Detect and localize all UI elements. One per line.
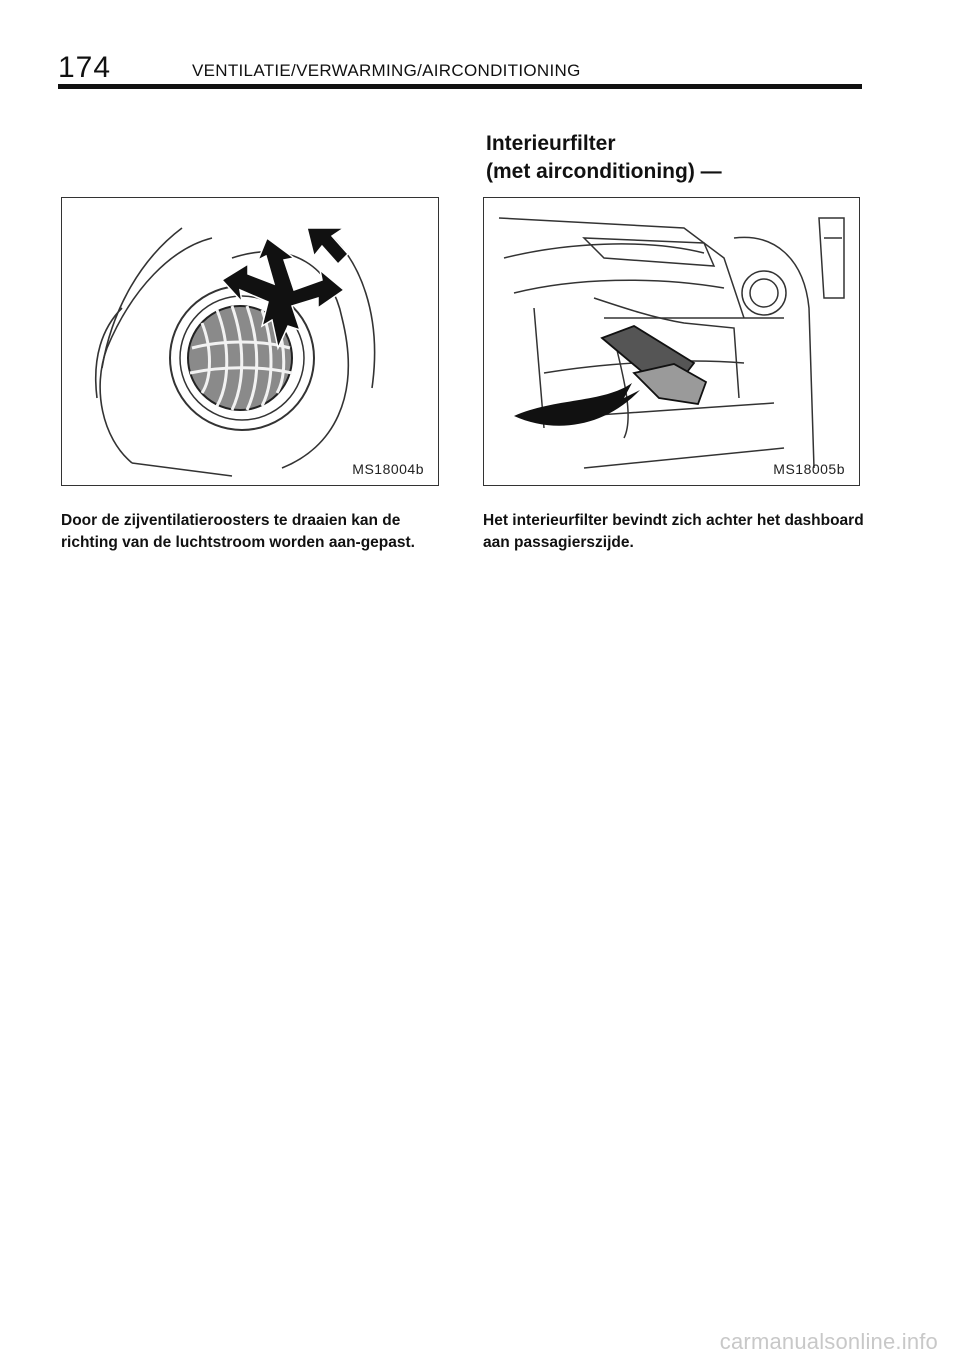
caption-side-vent: Door de zijventilatieroosters te draaien kan de richting van de luchtstroom worden aan-gepast. bbox=[61, 512, 415, 551]
figure-glovebox-filter bbox=[483, 197, 860, 486]
figure-code: MS18004b bbox=[352, 461, 424, 477]
section-heading bbox=[486, 130, 722, 186]
section-heading-line-2: (met airconditioning) — bbox=[486, 160, 722, 183]
watermark: carmanualsonline.info bbox=[719, 1329, 938, 1354]
caption-interior-filter: Het interieurfilter bevindt zich achter het dashboard aan passagierszijde. bbox=[483, 512, 864, 551]
section-heading-line-1: Interieurfilter bbox=[486, 132, 616, 155]
page-number: 174 bbox=[58, 51, 112, 84]
header-rule bbox=[58, 84, 862, 89]
glovebox-filter-illustration-icon bbox=[484, 198, 859, 485]
vent-rotation-illustration-icon bbox=[62, 198, 438, 485]
figure-code: MS18005b bbox=[773, 461, 845, 477]
running-title: VENTILATIE/VERWARMING/AIRCONDITIONING bbox=[192, 61, 581, 80]
figure-side-vent bbox=[61, 197, 439, 486]
